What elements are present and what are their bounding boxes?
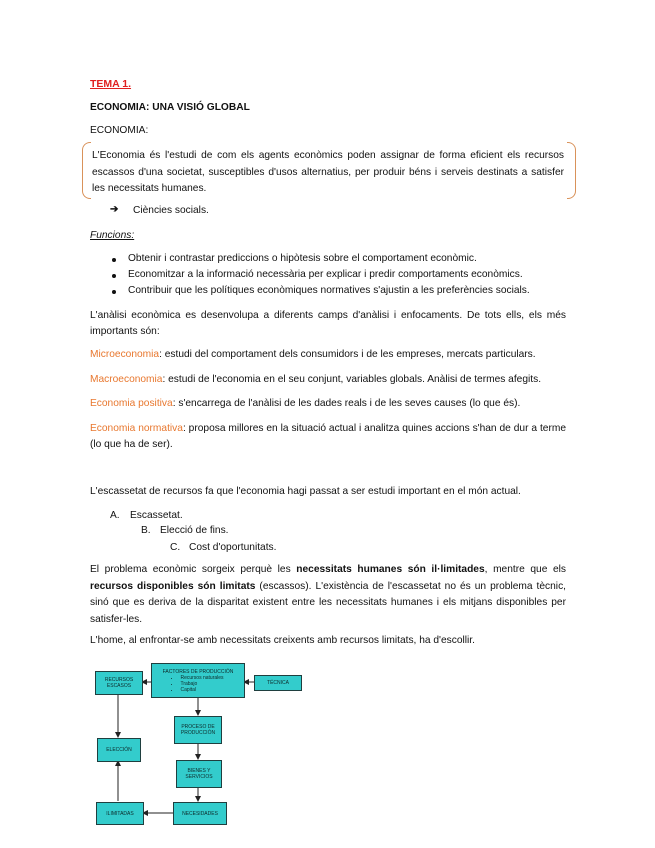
field-desc: : proposa millores en la situació actual i analitza quines accions s'han de dur a terme (lo que ha de ser). xyxy=(90,423,566,450)
list-item: Elecció de fins. xyxy=(160,525,229,536)
field-term: Macroeconomia xyxy=(90,374,163,385)
factores-list xyxy=(172,675,223,693)
problem-bold: recursos disponibles són limitats xyxy=(90,580,256,592)
function-item: Contribuir que les polítiques econòmiques normatives s'ajustin a les preferències socials. xyxy=(128,285,530,296)
analysis-paragraph: L'anàlisi econòmica es desenvolupa a diferents camps d'anàlisi i enfocaments. De tots ells, els més importants són: xyxy=(90,310,566,337)
page-title: ECONOMIA: UNA VISIÓ GLOBAL xyxy=(90,102,250,113)
arrow-item-text: Ciències socials. xyxy=(133,205,209,216)
box-recursos-escasos: RECURSOS ESCASOS xyxy=(95,671,143,695)
function-item: Obtenir i contrastar prediccions o hipòtesis sobre el comportament econòmic. xyxy=(128,253,477,264)
problem-text: (escassos). L'existència de l'escassetat no és un problema tècnic, sinó que es deriva de la disparitat existent entre les necessitats humanes i els mitjans disponibles per satisfer-les. xyxy=(90,580,566,625)
list-marker: B. xyxy=(141,525,151,536)
field-desc: : estudi de l'economia en el seu conjunt, variables globals. Anàlisi de termes afegits. xyxy=(162,374,542,385)
box-bienes-servicios: BIENES Y SERVICIOS xyxy=(176,760,222,788)
field-term: Economia positiva xyxy=(90,398,173,409)
field-term: Microeconomia xyxy=(90,349,160,360)
problem-bold: necessitats humanes són il·limitades xyxy=(296,564,485,575)
list-item: Escassetat. xyxy=(130,510,183,521)
scarcity-intro: L'escassetat de recursos fa que l'economia hagi passat a ser estudi important en el món actual. xyxy=(90,486,521,497)
arrow-icon: ➔ xyxy=(110,204,119,215)
factores-title: FACTORES DE PRODUCCIÓN xyxy=(162,668,234,675)
factores-item: • Capital xyxy=(180,687,223,693)
functions-label: Funcions: xyxy=(90,230,135,241)
field-term: Economia normativa xyxy=(90,423,183,434)
field-desc: : estudi del comportament dels consumidors i de les empreses, mercats particulars. xyxy=(159,349,536,360)
box-proceso-produccion: PROCESO DE PRODUCCIÓN xyxy=(174,716,222,744)
field-desc: : s'encarrega de l'anàlisi de les dades reals i de les seves causes (lo que és). xyxy=(172,398,521,409)
section-heading: ECONOMIA: xyxy=(90,125,149,136)
list-marker: C. xyxy=(170,542,181,553)
list-item: Cost d'oportunitats. xyxy=(189,542,277,553)
topic-number: TEMA 1. xyxy=(90,78,132,90)
list-marker: A. xyxy=(110,510,120,521)
function-item: Economitzar a la informació necessària per explicar i predir comportaments econòmics. xyxy=(128,269,523,280)
factores-item: • Trabajo xyxy=(180,681,223,687)
box-necesidades: NECESIDADES xyxy=(173,802,227,825)
problem-text: , mentre que els xyxy=(484,564,566,575)
factores-item: • Recursos naturales xyxy=(180,675,223,681)
definition-text: L'Economia és l'estudi de com els agents econòmics poden assignar de forma eficient els recursos escassos d'una societat, susceptibles d'usos alternatius, per produir béns i serveis destinats a satisfer les necessitats humanes. xyxy=(92,150,564,194)
box-eleccion: ELECCIÓN xyxy=(97,738,141,762)
problem-text: El problema econòmic sorgeix perquè les xyxy=(90,564,297,575)
box-tecnica: TÉCNICA xyxy=(254,675,302,691)
closing-sentence: L'home, al enfrontar-se amb necessitats creixents amb recursos limitats, ha d'escollir. xyxy=(90,635,475,646)
box-ilimitadas: ILIMITADAS xyxy=(96,802,144,825)
box-factores-produccion xyxy=(151,663,245,698)
